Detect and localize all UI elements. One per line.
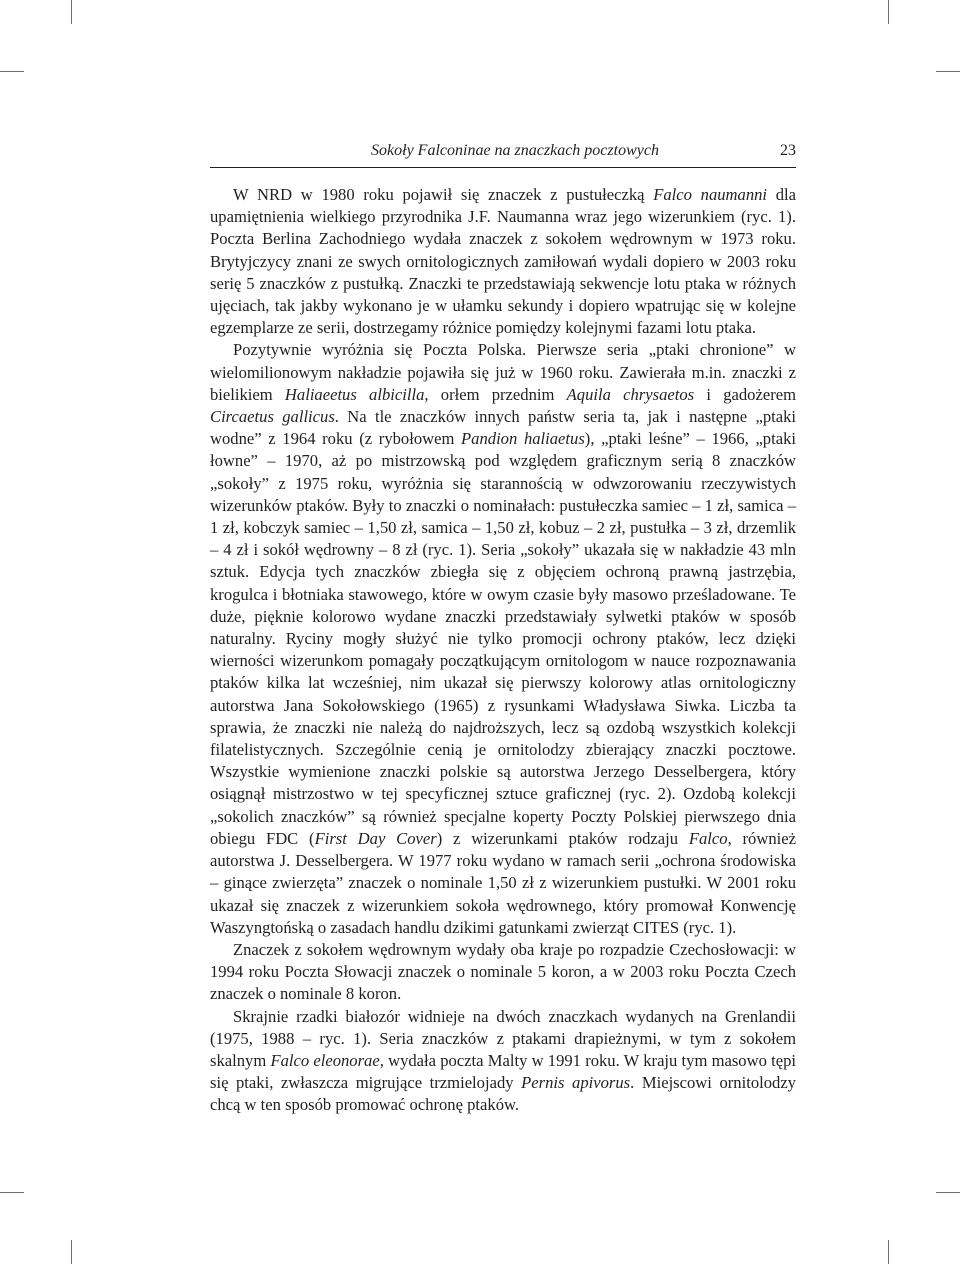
text-run: . Miejscowi ornitolodzy chcą w ten sposób promować ochronę ptaków. [210, 1073, 796, 1115]
italic-term: First Day Cover [314, 828, 437, 848]
crop-mark-bottom-left [0, 1192, 24, 1193]
text-run: , wydała poczta Malty w 1991 roku. W kraju tym masowo tępi się ptaki, zwłaszcza migrujące trzmielojady [210, 1050, 796, 1093]
crop-mark-bottom-left-v [71, 1240, 72, 1264]
body-text [210, 184, 796, 1117]
crop-mark-top-left-v [71, 0, 72, 24]
text-run: ), „ptaki leśne” – 1966, „ptaki łowne” – 1970, aż po mistrzowską pod względem graficznym serią 8 znaczków „sokoły” z 1975 roku, wyróżnia się starannością w odwzorowaniu rzeczywistych wizerunków ptaków. Były to znaczki o nominałach: pustułeczka samiec – 1 zł, samica – 1 zł, kobczyk samiec – 1,50 zł, samica – 1,50 zł, kobuz – 2 zł, pustułka – 3 zł, drzemlik – 4 zł i sokół wędrowny – 8 zł (ryc. 1). Seria „sokoły” ukazała się w nakładzie 43 mln sztuk. Edycja tych znaczków zbiegła się z objęciem ochroną prawną jastrzębia, krogulca i błotniaka stawowego, które w owym czasie były masowo prześladowane. Te duże, pięknie kolorowo wydane znaczki przedstawiały sylwetki ptaków w sposób naturalny. Ryciny mogły służyć nie tylko promocji ochrony ptaków, lecz dzięki wierności wizerunkom pomagały początkującym ornitologom w nauce rozpoznawania ptaków kilka lat wcześniej, nim ukazał się pierwszy kolorowy atlas ornitologiczny autorstwa Jana Sokołowskiego (1965) z rysunkami Władysława Siwka. Liczba ta sprawia, że znaczki nie należą do najdroższych, lecz są ozdobą wszystkich kolekcji filatelistycznych. Szczególnie cenią je ornitolodzy zbierający znaczki pocztowe. Wszystkie wymienione znaczki polskie są autorstwa Jerzego Desselbergera, który osiągnął mistrzostwo w tej specyficznej sztuce graficznej (ryc. 2). Ozdobą kolekcji „sokolich znaczków” są również specjalne koperty Poczty Polskiej pierwszego dnia obiegu FDC ( [210, 429, 796, 848]
paragraph [210, 939, 796, 1006]
italic-term: Falco eleonorae [270, 1050, 380, 1070]
page-number: 23 [780, 142, 796, 159]
italic-term: Falco [688, 828, 728, 848]
paragraph [210, 184, 796, 339]
paragraph [210, 339, 796, 938]
italic-term: Pandion haliaetus [461, 429, 585, 449]
italic-term: Pernis apivorus [521, 1073, 631, 1093]
italic-term: Haliaeetus albicilla [284, 384, 425, 404]
text-run: Skrajnie rzadki białozór widnieje na dwóch znaczkach wydanych na Grenlandii (1975, 1988 – ryc. 1). Seria znaczków z ptakami drapieżnymi, w tym z sokołem skalnym [210, 1006, 796, 1070]
crop-mark-top-right-v [888, 0, 889, 24]
text-run: Znaczek z sokołem wędrownym wydały oba kraje po rozpadzie Czechosłowacji: w 1994 roku Poczta Słowacji znaczek o nominale 5 koron, a w 2003 roku Poczta Czech znaczek o nominale 8 koron. [210, 939, 796, 1004]
running-header [210, 142, 796, 166]
running-title: Sokoły Falconinae na znaczkach pocztowych [371, 142, 659, 159]
text-run: i gadożerem [694, 384, 796, 404]
crop-mark-bottom-right-v [888, 1240, 889, 1264]
text-run: W NRD w 1980 roku pojawił się znaczek z pustułeczką [233, 185, 654, 204]
text-run: , również autorstwa J. Desselbergera. W 1977 roku wydano w ramach serii „ochrona środowiska – ginące zwierzęta” znaczek o nominale 1,50 zł z wizerunkiem pustułki. W 2001 roku ukazał się znaczek z wizerunkiem sokoła wędrownego, który promował Konwencję Waszyngtońską o zasadach handlu dzikimi gatunkami zwierząt CITES (ryc. 1). [210, 828, 796, 937]
italic-term: Circaetus gallicus [210, 407, 335, 427]
italic-term: Aquila chrysaetos [566, 384, 695, 404]
text-run: dla upamiętnienia wielkiego przyrodnika J.F. Naumanna wraz jego wizerunkiem (ryc. 1). Poczta Berlina Zachodniego wydała znaczek z sokołem wędrownym w 1973 roku. Brytyjczycy znani ze swych ornitologicznych zamiłowań wydali dopiero w 2003 roku serię 5 znaczków z pustułką. Znaczki te przedstawiają sekwencje lotu ptaka w różnych ujęciach, tak jakby wykonano je w ułamku sekundy i dopiero wpatrując się w kolejne egzemplarze ze serii, dostrzegamy różnice pomiędzy kolejnymi fazami lotu ptaka. [210, 185, 796, 338]
header-rule [210, 167, 796, 168]
italic-term: Falco naumanni [653, 185, 768, 204]
crop-mark-top-left [0, 71, 24, 72]
paragraph [210, 1006, 796, 1117]
text-run: , orłem przednim [424, 384, 567, 404]
text-run: ) z wizerunkami ptaków rodzaju [436, 828, 689, 848]
text-run: . Na tle znaczków innych państw seria ta, jak i następne „ptaki wodne” z 1964 roku (z rybołowem [210, 407, 796, 449]
crop-mark-top-right [936, 71, 960, 72]
text-run: Pozytywnie wyróżnia się Poczta Polska. Pierwsze seria „ptaki chronione” w wielomilionowym nakładzie pojawiła się już w 1960 roku. Zawierała m.in. znaczki z bielikiem [210, 340, 796, 404]
crop-mark-bottom-right [936, 1192, 960, 1193]
